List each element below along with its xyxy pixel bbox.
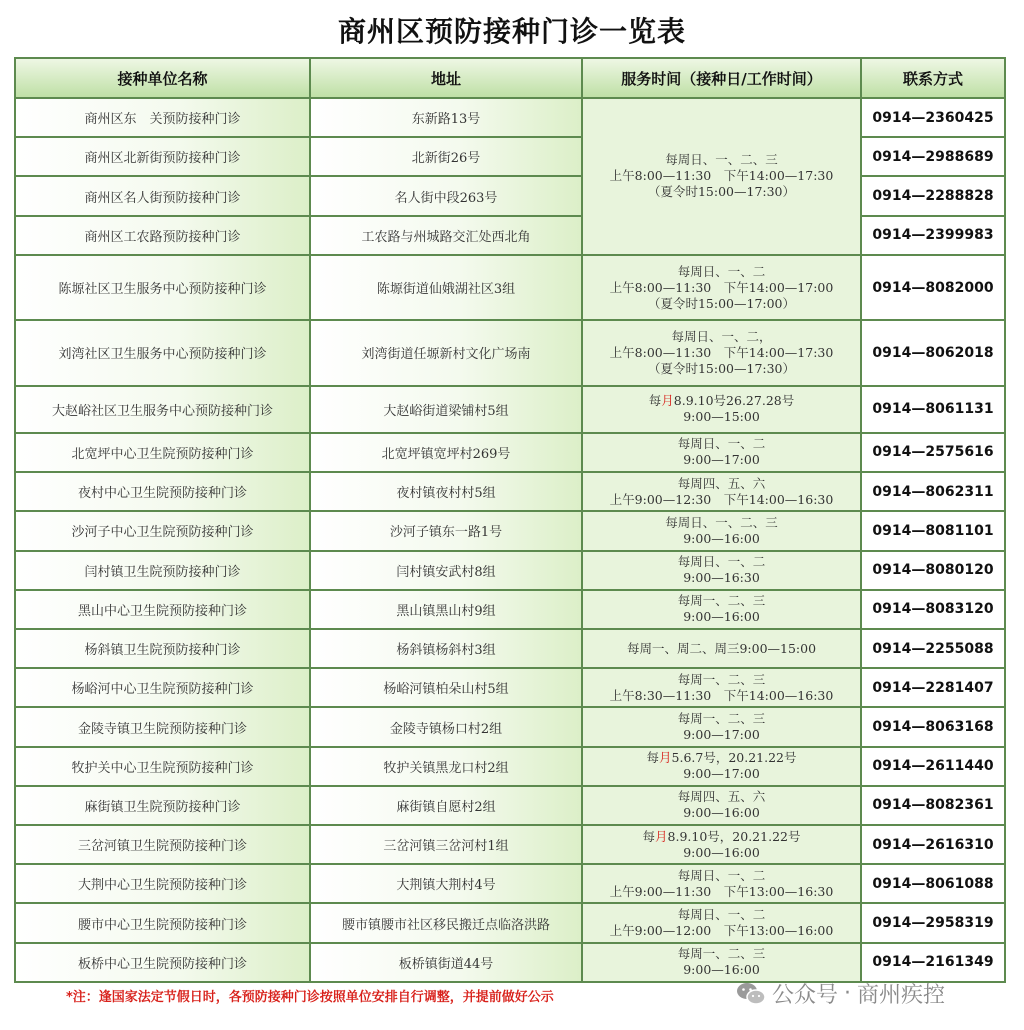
service-time-segment: 每 [648,393,662,409]
page-title: 商州区预防接种门诊一览表 [337,15,686,48]
clinic-name: 大荆中心卫生院预防接种门诊 [15,864,310,903]
service-time-line: 9:00—16:00 [683,530,760,546]
clinic-address: 大赵峪街道梁铺村5组 [310,386,582,433]
clinic-address: 板桥镇街道44号 [310,943,582,982]
clinic-name: 板桥中心卫生院预防接种门诊 [15,943,310,982]
clinic-name: 黑山中心卫生院预防接种门诊 [15,590,310,629]
clinic-address: 沙河子镇东一路1号 [310,511,582,550]
clinic-name: 腰市中心卫生院预防接种门诊 [15,903,310,942]
service-time-line: 每周日、一、二 [677,263,766,279]
header-address: 地址 [310,58,582,98]
table-row [15,472,1005,511]
clinic-name: 麻街镇卫生院预防接种门诊 [15,786,310,825]
header-service-time: 服务时间（接种日/工作时间） [582,58,861,98]
service-time-line: 9:00—16:00 [683,805,760,821]
service-time [582,747,861,786]
clinic-address: 大荆镇大荆村4号 [310,864,582,903]
watermark-separator: · [844,981,852,1006]
clinic-name: 金陵寺镇卫生院预防接种门诊 [15,707,310,746]
service-time-line: 每周日、一、二 [677,907,766,923]
clinic-address: 东新路13号 [310,98,582,137]
service-time-line: 上午8:00—11:30 下午14:00—17:00 [609,279,834,295]
service-time-line [583,750,860,766]
clinic-name: 沙河子中心卫生院预防接种门诊 [15,511,310,550]
clinic-phone: 0914—2575616 [861,433,1005,472]
service-time-line: 上午8:00—11:30 下午14:00—17:30 [609,344,834,360]
table-row [15,707,1005,746]
service-time [582,943,861,982]
watermark [736,978,945,1009]
service-time-line: 每周一、二、三 [677,711,766,726]
highlight-month-char: 月 [661,393,674,409]
table-row [15,903,1005,942]
service-time [582,825,861,864]
service-time-line: 上午8:00—11:30 下午14:00—17:30 [609,168,834,184]
table-row [15,386,1005,433]
watermark-prefix: 公众号 [772,983,839,1008]
service-time-line: 9:00—16:00 [683,844,760,860]
table-row [15,668,1005,707]
table-row [15,747,1005,786]
clinic-name: 杨斜镇卫生院预防接种门诊 [15,629,310,668]
clinic-name: 大赵峪社区卫生服务中心预防接种门诊 [15,386,310,433]
clinic-phone: 0914—2399983 [861,216,1005,255]
table-row [15,825,1005,864]
clinic-phone: 0914—2616310 [861,825,1005,864]
service-time [582,668,861,707]
header-name: 接种单位名称 [15,58,310,98]
service-time-line: 每周日、一、二、三 [665,152,778,168]
service-time [582,433,861,472]
clinic-address: 牧护关镇黑龙口村2组 [310,747,582,786]
service-time-line: 每周一、二、三 [677,593,766,609]
service-time-line: 9:00—16:00 [683,609,760,625]
service-time-segment: 8.9.10号26.27.28号 [673,393,795,409]
clinic-name: 闫村镇卫生院预防接种门诊 [15,551,310,590]
service-time-line: 9:00—17:00 [683,727,760,742]
service-time [582,551,861,590]
service-time [582,320,861,385]
footnote: *注：逢国家法定节假日时，各预防接种门诊按照单位安排自行调整，并提前做好公示 [66,990,554,1005]
clinic-address: 工农路与州城路交汇处西北角 [310,216,582,255]
service-time [582,707,861,746]
service-time-line: 每周一、二、三 [677,671,766,687]
clinic-phone: 0914—8083120 [861,590,1005,629]
clinic-phone: 0914—8082361 [861,786,1005,825]
service-time-line: （夏令时15:00—17:30） [647,360,796,376]
service-time-line: 每周一、二、三 [677,946,766,962]
service-time-line: 上午8:30—11:30 下午14:00—16:30 [609,687,834,703]
service-time [582,590,861,629]
service-time [582,472,861,511]
service-time-line: 9:00—15:00 [683,409,760,425]
service-time [582,903,861,942]
clinic-phone: 0914—2958319 [861,903,1005,942]
clinic-address: 杨斜镇杨斜村3组 [310,629,582,668]
service-time [582,864,861,903]
service-time-line: 9:00—17:00 [683,766,760,782]
service-time-line: 每周日、一、二 [677,436,766,452]
service-time-line: 每周日、一、二、三 [665,514,778,530]
clinic-name: 牧护关中心卫生院预防接种门诊 [15,747,310,786]
clinic-address: 黑山镇黑山村9组 [310,590,582,629]
service-time-line: 每周日、一、二， [671,328,772,344]
table-row [15,864,1005,903]
service-time [582,511,861,550]
service-time-line: 每周四、五、六 [677,789,766,805]
table-row [15,433,1005,472]
clinic-phone: 0914—8062018 [861,320,1005,385]
service-time-line: 9:00—16:30 [683,570,760,586]
clinic-phone: 0914—2255088 [861,629,1005,668]
service-time-line: 上午9:00—12:00 下午13:00—16:00 [609,923,834,939]
watermark-name: 商州疾控 [857,983,946,1008]
clinic-name: 刘湾社区卫生服务中心预防接种门诊 [15,320,310,385]
service-time-merged [582,98,861,255]
service-time-line: 上午9:00—11:30 下午13:00—16:30 [609,883,834,899]
highlight-month-char: 月 [659,750,672,766]
table-row [15,943,1005,982]
service-time [582,786,861,825]
table-row [15,590,1005,629]
clinic-name: 杨峪河中心卫生院预防接种门诊 [15,668,310,707]
service-time [582,386,861,433]
clinic-name: 商州区东 关预防接种门诊 [15,98,310,137]
service-time-segment: 5.6.7号，20.21.22号 [671,750,797,766]
service-time-segment: 8.9.10号，20.21.22号 [667,828,801,844]
clinic-table [14,57,1006,983]
clinic-phone: 0914—8081101 [861,511,1005,550]
service-time-line [583,393,860,409]
table-row [15,98,1005,137]
service-time-line: 9:00—17:00 [683,452,760,468]
clinic-address: 刘湾街道任塬新村文化广场南 [310,320,582,385]
table-row [15,551,1005,590]
clinic-phone: 0914—8082000 [861,255,1005,320]
clinic-address: 腰市镇腰市社区移民搬迁点临洛洪路 [310,903,582,942]
service-time [582,629,861,668]
service-time-line: 每周日、一、二 [677,867,766,883]
table-row [15,255,1005,320]
table-header [15,58,1005,98]
clinic-name: 北宽坪中心卫生院预防接种门诊 [15,433,310,472]
clinic-address: 闫村镇安武村8组 [310,551,582,590]
service-time-line: 上午9:00—12:30 下午14:00—16:30 [609,491,834,507]
clinic-address: 夜村镇夜村村5组 [310,472,582,511]
service-time-segment: 每 [642,828,656,844]
clinic-address: 三岔河镇三岔河村1组 [310,825,582,864]
clinic-phone: 0914—8062311 [861,472,1005,511]
service-time-line: 每周日、一、二 [677,554,766,570]
clinic-phone: 0914—8061131 [861,386,1005,433]
wechat-icon [736,981,766,1007]
clinic-phone: 0914—2988689 [861,137,1005,176]
table-row [15,786,1005,825]
header-contact: 联系方式 [861,58,1005,98]
clinic-name: 三岔河镇卫生院预防接种门诊 [15,825,310,864]
clinic-phone: 0914—2161349 [861,943,1005,982]
clinic-address: 麻街镇自愿村2组 [310,786,582,825]
clinic-phone: 0914—8063168 [861,707,1005,746]
clinic-address: 金陵寺镇杨口村2组 [310,707,582,746]
clinic-address: 北新街26号 [310,137,582,176]
clinic-phone: 0914—2611440 [861,747,1005,786]
service-time-segment: 每 [646,750,659,766]
clinic-address: 陈塬街道仙娥湖社区3组 [310,255,582,320]
clinic-name: 夜村中心卫生院预防接种门诊 [15,472,310,511]
table-row [15,629,1005,668]
clinic-address: 名人街中段263号 [310,176,582,215]
clinic-name: 商州区北新街预防接种门诊 [15,137,310,176]
clinic-phone: 0914—8080120 [861,551,1005,590]
service-time-line: 每周四、五、六 [677,475,766,491]
clinic-address: 杨峪河镇柏朵山村5组 [310,668,582,707]
service-time-line: （夏令时15:00—17:00） [647,295,796,311]
clinic-name: 陈塬社区卫生服务中心预防接种门诊 [15,255,310,320]
clinic-name: 商州区工农路预防接种门诊 [15,216,310,255]
table-row [15,511,1005,550]
service-time [582,255,861,320]
clinic-phone: 0914—2288828 [861,176,1005,215]
table-row [15,320,1005,385]
service-time-line: 9:00—16:00 [683,962,760,978]
clinic-phone: 0914—2281407 [861,668,1005,707]
service-time-line: （夏令时15:00—17:30） [647,184,796,200]
table-body [15,98,1005,982]
service-time-line: 每周一、周二、周三9:00—15:00 [626,640,817,656]
clinic-address: 北宽坪镇宽坪村269号 [310,433,582,472]
service-time-line [583,829,860,845]
highlight-month-char: 月 [655,828,668,844]
clinic-name: 商州区名人街预防接种门诊 [15,176,310,215]
clinic-phone: 0914—8061088 [861,864,1005,903]
clinic-phone: 0914—2360425 [861,98,1005,137]
